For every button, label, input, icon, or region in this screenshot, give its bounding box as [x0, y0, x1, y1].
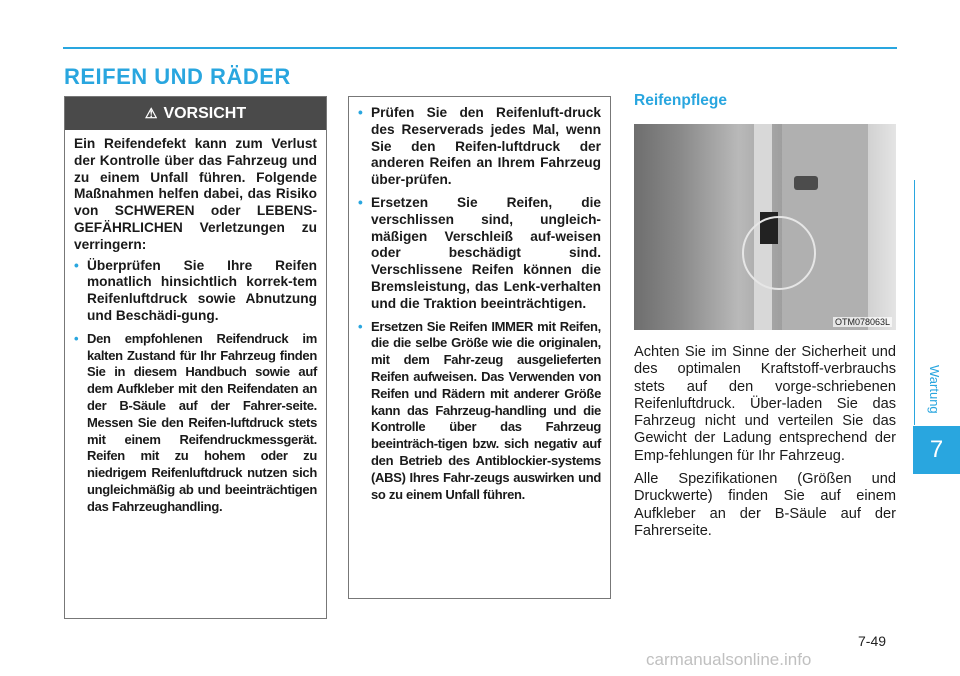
caution-continued-box	[348, 96, 611, 599]
caution-continued-list	[358, 105, 601, 503]
reifenpflege-section	[634, 92, 896, 546]
section-title: REIFEN UND RÄDER	[64, 64, 291, 89]
door-latch	[794, 176, 818, 190]
caution-item: • Prüfen Sie den Reifenluft-druck des Reserverads jedes Mal, wenn Sie den Reifen-luftdruck der anderen Reifen an Ihrem Fahrzeug über-prüfen.	[358, 105, 601, 188]
reifenpflege-text	[634, 344, 896, 540]
caution-item: • Überprüfen Sie Ihre Reifen monatlich hinsichtlich korrek-tem Reifenluftdruck sowie Abnutzung und Beschädi-gung.	[74, 257, 317, 323]
caution-header	[65, 97, 326, 130]
watermark: carmanualsonline.info	[646, 650, 812, 669]
caution-item: • Den empfohlenen Reifendruck im kalten Zustand für Ihr Fahrzeug finden Sie in diesem Handbuch sowie auf dem Aufkleber mit den Reifendaten an der B-Säule auf der Fahrer-seite. Messen Sie den Reifen-luftdruck stets mit einem Reifendruckmessgerät. Reifen mit zu hohem oder zu niedrigem Reifenluftdruck nutzen sich ungleichmäßig ab und beeinträchtigen das Fahrzeughandling.	[74, 330, 317, 514]
highlight-circle	[742, 216, 816, 290]
chapter-rule	[914, 180, 915, 425]
caution-item: • Ersetzen Sie Reifen IMMER mit Reifen, die die selbe Größe wie die originalen, mit dem Fahr-zeug ausgelieferten Reifen aufweisen. Das Verwenden von Reifen und Rädern mit anderer Größe kann das Fahrzeug-handling und die Kontrolle über das Fahrzeug beeinträch-tigen bzw. sich negativ auf den Betrieb des Antiblockier-systems (ABS) Ihres Fahr-zeugs auswirken und so zu einem Unfall führen.	[358, 318, 601, 502]
bullet-icon: •	[358, 194, 363, 210]
caution-item: • Ersetzen Sie Reifen, die verschlissen sind, ungleich-mäßigen Verschleiß auf-weisen oder beschädigt sind. Verschlissene Reifen können die Bremsleistung, das Lenk-verhalten und die Traktion beeinträchtigen.	[358, 194, 601, 311]
paragraph: Alle Spezifikationen (Größen und Druckwerte) finden Sie auf einem Aufkleber an der B-Säule auf der Fahrerseite.	[634, 471, 896, 539]
caution-list	[74, 258, 317, 516]
header-rule	[63, 47, 897, 49]
caution-continued-body	[349, 97, 610, 503]
bullet-icon: •	[74, 257, 79, 273]
chapter-side-label: Wartung	[927, 365, 942, 414]
image-code: OTM078063L	[834, 317, 890, 327]
bullet-icon: •	[358, 105, 363, 120]
page-number: 7-49	[858, 633, 887, 649]
caution-intro: Ein Reifendefekt kann zum Verlust der Kontrolle über das Fahrzeug und zu einem Unfall führen. Folgende Maßnahmen helfen dabei, das Risiko von SCHWEREN oder LEBENS-GEFÄHRLICHEN Verletzungen zu verringern:	[74, 136, 317, 252]
caution-body	[65, 130, 326, 516]
caution-header-label: VORSICHT	[163, 104, 247, 122]
reifenpflege-title: Reifenpflege	[634, 92, 728, 109]
caution-box	[64, 96, 327, 619]
warning-triangle-icon: ⚠	[144, 105, 158, 121]
paragraph: Achten Sie im Sinne der Sicherheit und des optimalen Kraftstoff-verbrauchs stets auf den vorge-schriebenen Reifenluftdruck. Über-laden Sie das Fahrzeug nicht und verteilen Sie das Gewicht der Ladung entsprechend der Emp-fehlungen für Ihr Fahrzeug.	[634, 344, 896, 464]
bullet-icon: •	[358, 318, 363, 334]
bullet-icon: •	[74, 330, 79, 346]
chapter-tab[interactable]: 7	[913, 426, 960, 474]
b-pillar-tire-label-photo	[634, 124, 896, 330]
